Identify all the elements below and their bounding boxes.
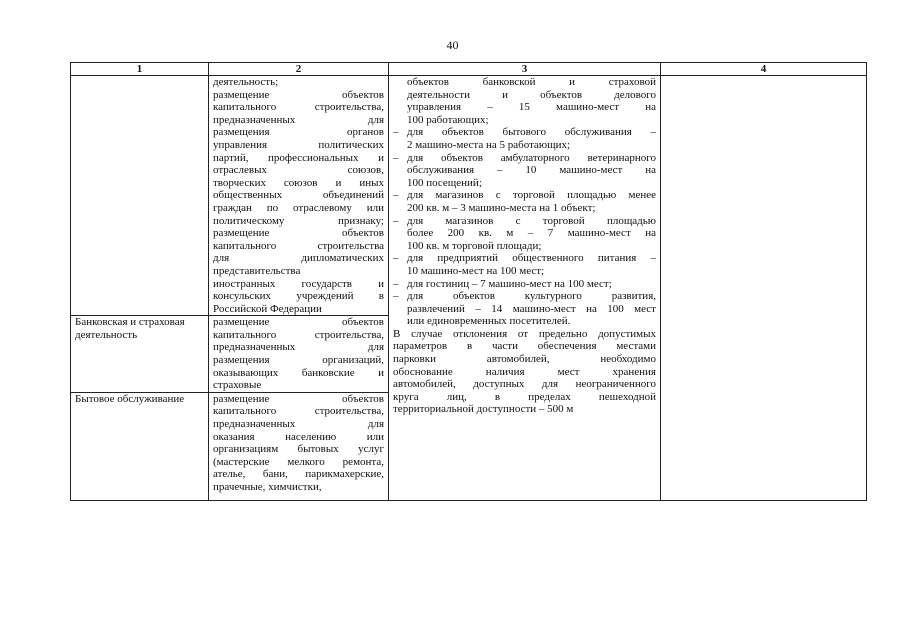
- text-line: прачечные, химчистки,: [213, 481, 322, 493]
- text-line: оказывающих банковские и: [213, 366, 384, 379]
- parking-list-item: [393, 152, 656, 190]
- text-line: для гостиниц – 7 машино-мест на 100 мест;: [407, 277, 612, 290]
- text-line: для магазинов с торговой площадью менее: [407, 189, 656, 202]
- text-line: объектов банковской и страховой: [407, 76, 656, 88]
- column-header-4: 4: [661, 63, 867, 76]
- text-line: размещения организаций,: [213, 354, 384, 367]
- text-line: 100 кв. м торговой площади;: [407, 239, 542, 252]
- row-1-col-1: [71, 76, 209, 316]
- list-item-text: [407, 189, 656, 214]
- row-3-col-1: Бытовое обслуживание: [71, 392, 209, 500]
- text-line: 10 машино-мест на 100 мест;: [407, 264, 545, 277]
- text-line: деятельность;: [213, 76, 279, 88]
- text-line: для магазинов с торговой площадью: [407, 214, 656, 227]
- row-2-col-1: Банковская и страховая деятельность: [71, 316, 209, 393]
- parking-list-item: [393, 126, 656, 151]
- dash-bullet: –: [393, 126, 399, 139]
- text-line: партий, профессиональных и: [213, 151, 384, 164]
- parking-list-item: [393, 215, 656, 253]
- text-line: предназначенных для: [213, 418, 384, 431]
- dash-bullet: –: [393, 277, 399, 290]
- text-line: организациям бытовых услуг: [213, 443, 384, 456]
- text-line: управления политических: [213, 138, 384, 151]
- parking-list-item: [393, 290, 656, 328]
- text-line: более 200 кв. м – 7 машино-мест на: [407, 227, 656, 240]
- text-line: управления – 15 машино-мест на: [407, 101, 656, 114]
- text-line: предназначенных для: [213, 341, 384, 354]
- text-line: для объектов амбулаторного ветеринарного: [407, 151, 656, 164]
- row-1-col-2: [209, 76, 389, 316]
- regulations-table: [70, 62, 867, 501]
- text-line: обслуживания – 10 машино-мест на: [407, 164, 656, 177]
- column-header-2: 2: [209, 63, 389, 76]
- table-header-row: [71, 63, 867, 76]
- text-line: страховые: [213, 379, 262, 392]
- column-header-1: 1: [71, 63, 209, 76]
- page-number: 40: [446, 38, 459, 52]
- text-line: капитального строительства,: [213, 328, 384, 341]
- text-line: территориальной доступности – 500 м: [393, 403, 574, 416]
- text-line: для предприятий общественного питания –: [407, 252, 656, 265]
- text-line: отраслевых союзов,: [213, 164, 384, 177]
- list-item-text: [407, 126, 656, 151]
- text-line: размещения органов: [213, 126, 384, 139]
- parking-deviation-note: [393, 328, 656, 416]
- parking-requirements-cell: [389, 76, 661, 501]
- text-line: капитального строительства,: [213, 405, 384, 418]
- text-line: (мастерские мелкого ремонта,: [213, 455, 384, 468]
- text-line: параметров в части обеспечения местами: [393, 340, 656, 353]
- text-line: 2 машино-места на 5 работающих;: [407, 138, 571, 151]
- text-line: автомобилей, доступных для неограниченного: [393, 378, 656, 391]
- text-line: для объектов бытового обслуживания –: [407, 126, 656, 139]
- text-line: 100 посещений;: [407, 176, 482, 189]
- text-line: ателье, бани, парикмахерские,: [213, 468, 384, 481]
- dash-bullet: –: [393, 252, 399, 265]
- dash-bullet: –: [393, 151, 399, 164]
- text-line: круга лиц, в пределах пешеходной: [393, 390, 656, 403]
- text-line: творческих союзов и иных: [213, 176, 384, 189]
- parking-intro: [393, 76, 656, 126]
- list-item-text: [407, 215, 656, 253]
- row-2-col-2: [209, 316, 389, 393]
- text-line: оказания населению или: [213, 430, 384, 443]
- row-col-4: [661, 76, 867, 501]
- text-line: размещение объектов: [213, 316, 384, 329]
- text-line: развлечений – 14 машино-мест на 100 мест: [407, 302, 656, 315]
- dash-bullet: –: [393, 290, 399, 303]
- text-line: общественных объединений: [213, 189, 384, 202]
- text-line: деятельности и объектов делового: [407, 88, 656, 101]
- text-line: политическому признаку;: [213, 214, 384, 227]
- list-item-text: [407, 290, 656, 328]
- text-line: 100 работающих;: [407, 113, 489, 126]
- text-line: представительства: [213, 264, 301, 277]
- text-line: или единовременных посетителей.: [407, 315, 571, 328]
- parking-list-item: [393, 189, 656, 214]
- parking-list-item: [393, 278, 656, 291]
- dash-bullet: –: [393, 189, 399, 202]
- text-line: обоснование наличия мест хранения: [393, 365, 656, 378]
- text-line: капитального строительства: [213, 239, 384, 252]
- row-3-col-2: [209, 392, 389, 500]
- parking-list-item: [393, 252, 656, 277]
- text-line: консульских учреждений в: [213, 290, 384, 303]
- text-line: Российской Федерации: [213, 302, 322, 315]
- text-line: размещение объектов: [213, 392, 384, 405]
- list-item-text: [407, 252, 656, 277]
- list-item-text: [407, 152, 656, 190]
- dash-bullet: –: [393, 214, 399, 227]
- list-item-text: [407, 278, 656, 291]
- text-line: В случае отклонения от предельно допустимых: [393, 327, 656, 340]
- text-line: парковки автомобилей, необходимо: [393, 353, 656, 366]
- text-line: размещение объектов: [213, 88, 384, 101]
- table-row: [71, 76, 867, 316]
- text-line: капитального строительства,: [213, 101, 384, 114]
- text-line: для объектов культурного развития,: [407, 290, 656, 303]
- text-line: 200 кв. м – 3 машино-места на 1 объект;: [407, 201, 596, 214]
- text-line: для дипломатических: [213, 252, 384, 265]
- text-line: предназначенных для: [213, 113, 384, 126]
- text-line: иностранных государств и: [213, 277, 384, 290]
- column-header-3: 3: [389, 63, 661, 76]
- text-line: граждан по отраслевому или: [213, 201, 384, 214]
- text-line: размещение объектов: [213, 227, 384, 240]
